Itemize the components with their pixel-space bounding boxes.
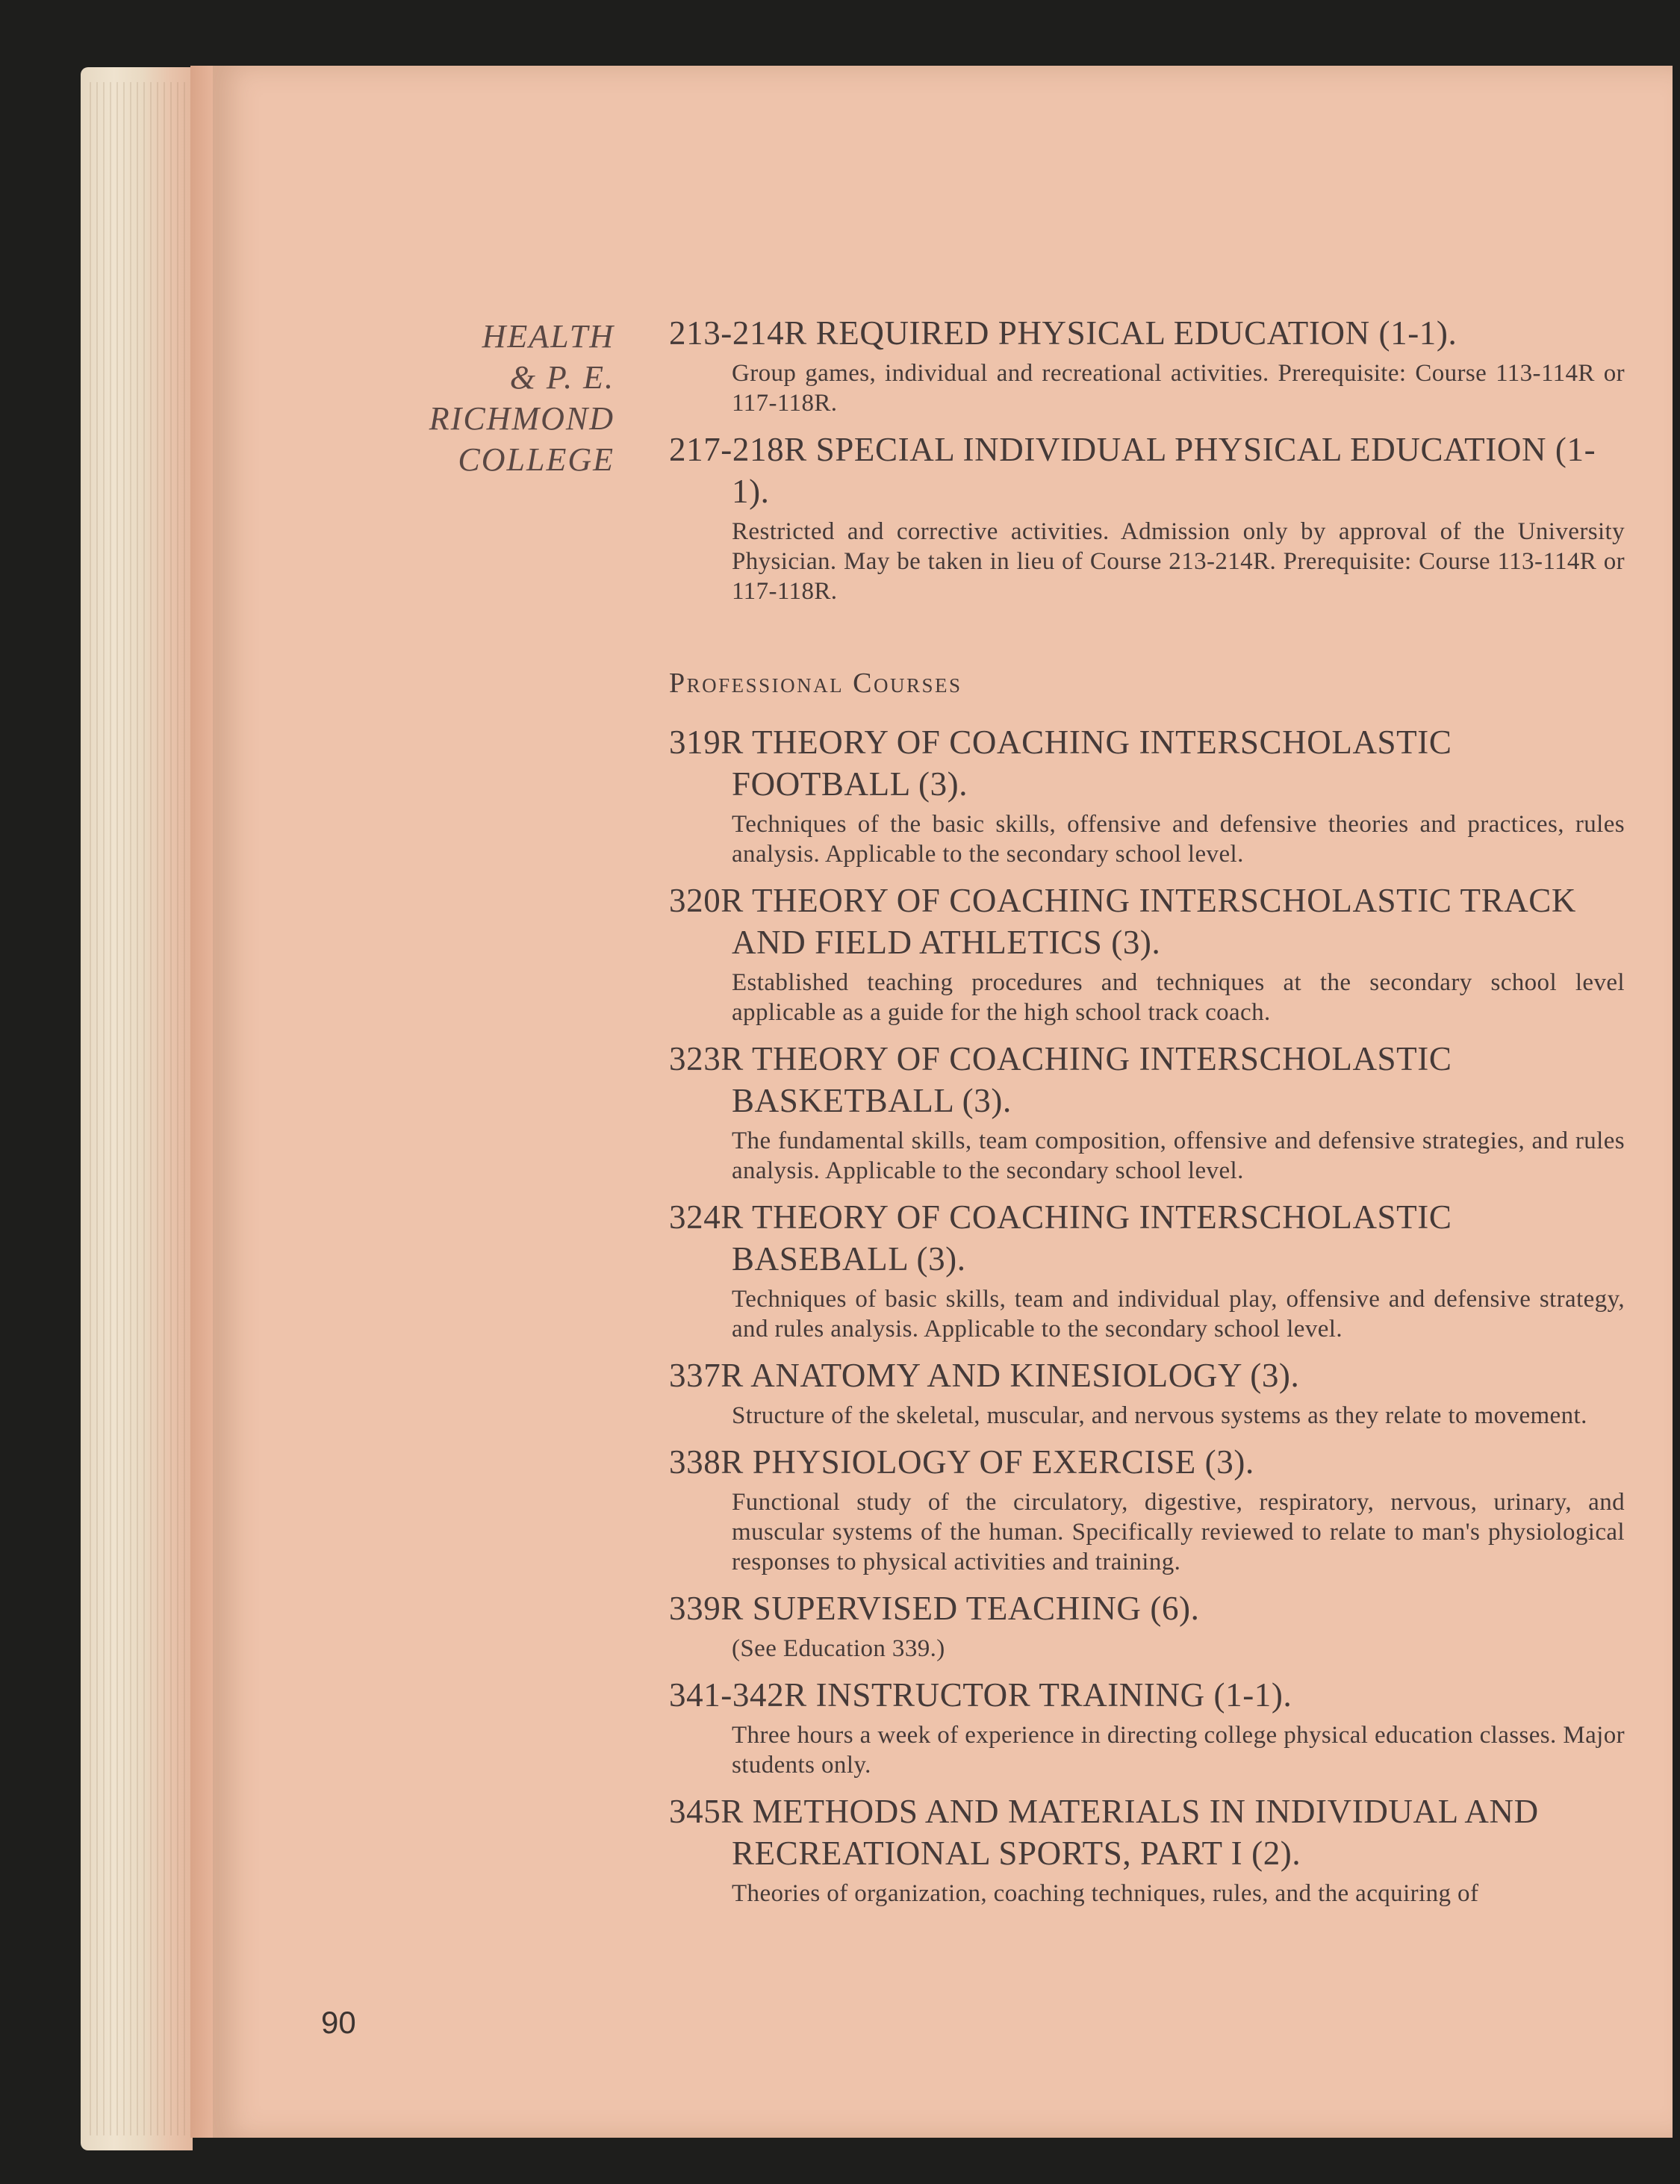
course-entry <box>669 721 1625 869</box>
course-title: 339R SUPERVISED TEACHING (6). <box>669 1590 1200 1627</box>
course-description: Established teaching procedures and techniques at the secondary school level applicable as a guide for the high school track coach. <box>732 969 1625 1026</box>
course-description: Structure of the skeletal, muscular, and nervous systems as they relate to movement. <box>732 1402 1587 1429</box>
section-heading: Professional Courses <box>669 668 962 699</box>
margin-heading-line: RICHMOND <box>429 400 615 437</box>
course-title: 217-218R SPECIAL INDIVIDUAL PHYSICAL EDUCATION (1-1). <box>669 431 1596 510</box>
course-entry <box>669 1674 1625 1780</box>
course-entry <box>669 1354 1625 1431</box>
course-title: 341-342R INSTRUCTOR TRAINING (1-1). <box>669 1676 1292 1714</box>
course-listing <box>669 312 1625 1919</box>
course-description: Techniques of the basic skills, offensive and defensive theories and practices, rules analysis. Applicable to the secondary school level. <box>732 811 1625 868</box>
course-description: Theories of organization, coaching techniques, rules, and the acquiring of <box>732 1880 1479 1907</box>
course-entry <box>669 1038 1625 1186</box>
page-number: 90 <box>321 2005 356 2040</box>
course-description: Functional study of the circulatory, digestive, respiratory, nervous, urinary, and muscular systems of the human. Specifically reviewed to relate to man's physiological responses to physical activities and training. <box>732 1489 1625 1575</box>
course-description: Techniques of basic skills, team and individual play, offensive and defensive strategy, and rules analysis. Applicable to the secondary school level. <box>732 1286 1625 1343</box>
course-title: 320R THEORY OF COACHING INTERSCHOLASTIC TRACK AND FIELD ATHLETICS (3). <box>669 882 1577 961</box>
course-title: 338R PHYSIOLOGY OF EXERCISE (3). <box>669 1443 1254 1481</box>
course-entry <box>669 880 1625 1027</box>
course-entry <box>669 429 1625 606</box>
course-entry <box>669 312 1625 418</box>
course-entry <box>669 1791 1625 1908</box>
course-title: 213-214R REQUIRED PHYSICAL EDUCATION (1-1). <box>669 314 1457 352</box>
course-title: 324R THEORY OF COACHING INTERSCHOLASTIC BASEBALL (3). <box>669 1198 1452 1278</box>
course-description: (See Education 339.) <box>732 1635 945 1662</box>
course-title: 323R THEORY OF COACHING INTERSCHOLASTIC BASKETBALL (3). <box>669 1040 1452 1119</box>
course-entry <box>669 1441 1625 1577</box>
course-title: 345R METHODS AND MATERIALS IN INDIVIDUAL AND RECREATIONAL SPORTS, PART I (2). <box>669 1793 1539 1872</box>
page-gutter <box>190 66 216 2138</box>
course-entry <box>669 1587 1625 1664</box>
course-title: 337R ANATOMY AND KINESIOLOGY (3). <box>669 1357 1300 1394</box>
course-title: 319R THEORY OF COACHING INTERSCHOLASTIC FOOTBALL (3). <box>669 724 1452 803</box>
margin-heading-line: & P. E. <box>509 359 615 396</box>
margin-heading-line: HEALTH <box>482 318 615 355</box>
course-description: The fundamental skills, team composition, offensive and defensive strategies, and rules analysis. Applicable to the secondary school level. <box>732 1127 1625 1184</box>
page-stack-lines <box>90 82 187 2135</box>
course-description: Restricted and corrective activities. Admission only by approval of the University Physician. May be taken in lieu of Course 213-214R. Prerequisite: Course 113-114R or 117-118R. <box>732 518 1625 605</box>
course-description: Group games, individual and recreational activities. Prerequisite: Course 113-114R or 117-118R. <box>732 360 1625 417</box>
margin-heading <box>329 316 615 480</box>
course-description: Three hours a week of experience in directing college physical education classes. Major students only. <box>732 1722 1625 1779</box>
margin-heading-line: COLLEGE <box>458 441 615 478</box>
course-entry <box>669 1196 1625 1344</box>
